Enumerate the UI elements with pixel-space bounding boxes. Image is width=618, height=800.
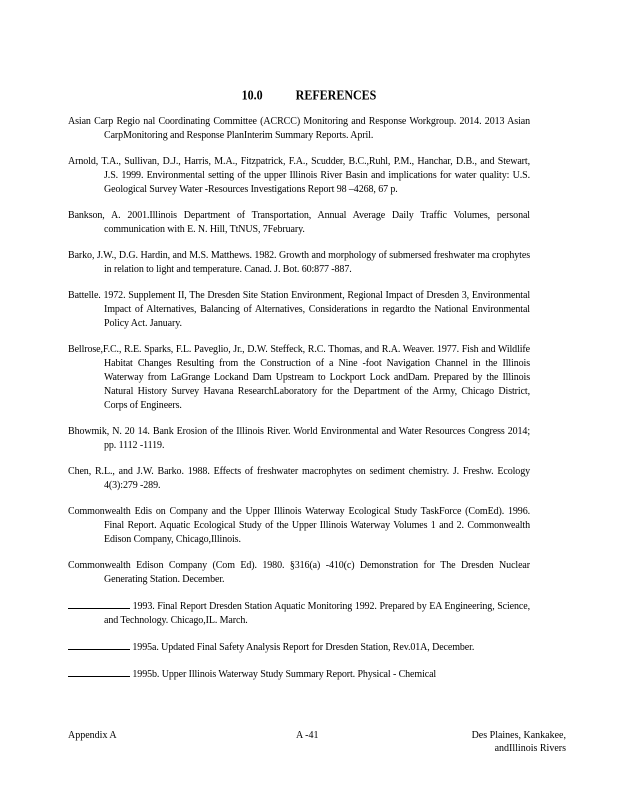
reference-text: Bellrose,F.C., R.E. Sparks, F.L. Paveglio, Jr., D.W. Steffeck, R.C. Thomas, and R.A. Weaver. 1977. Fish and Wildlife Habitat Changes Resulting from the Construction of a Nine -foot Navigation Channel in the Illinois Waterway from LaGrange Lockand Dam Upstream to Lockport Lock andDam. Prepared by the Illinois Natural History Survey Havana ResearchLaboratory for the Department of the Army, Chicago District, Corps of Engineers. (68, 344, 530, 411)
reference-text: Commonwealth Edison Company (Com Ed). 1980. §316(a) -410(c) Demonstration for The Dresden Nuclear Generating Station. December. (68, 560, 530, 585)
footer-appendix: Appendix A (68, 730, 117, 741)
reference-entry (68, 559, 530, 587)
reference-text: Commonwealth Edis on Company and the Upper Illinois Waterway Ecological Study TaskForce (ComEd). 1996. Final Report. Aquatic Ecological Study of the Upper Illinois Waterway Volumes 1 and 2. Commonwealth Edison Company, Chicago,Illinois. (68, 506, 530, 545)
author-repeat-rule (68, 640, 130, 650)
reference-text: 1993. Final Report Dresden Station Aquatic Monitoring 1992. Prepared by EA Engineering, Science, and Technology. Chicago,IL. March. (104, 601, 530, 626)
reference-entry (68, 249, 530, 277)
reference-text: Barko, J.W., D.G. Hardin, and M.S. Matthews. 1982. Growth and morphology of submersed freshwater ma crophytes in relation to light and temperature. Canad. J. Bot. 60:877 -887. (68, 250, 530, 275)
reference-entry (68, 505, 530, 547)
reference-entry (68, 425, 530, 453)
reference-entry (68, 115, 530, 143)
reference-text: Bankson, A. 2001.Illinois Department of Transportation, Annual Average Daily Traffic Volumes, personal communication with E. N. Hill, TtNUS, 7February. (68, 210, 530, 235)
reference-entry (68, 343, 530, 413)
reference-entry (68, 209, 530, 237)
reference-text: 1995a. Updated Final Safety Analysis Report for Dresden Station, Rev.01A, December. (130, 642, 475, 653)
reference-text: Asian Carp Regio nal Coordinating Committee (ACRCC) Monitoring and Response Workgroup. 2014. 2013 Asian CarpMonitoring and Response PlanInterim Summary Reports. April. (68, 116, 530, 141)
author-repeat-rule (68, 599, 130, 609)
section-title: REFERENCES (295, 86, 377, 103)
reference-text: Chen, R.L., and J.W. Barko. 1988. Effects of freshwater macrophytes on sediment chemistry. J. Freshw. Ecology 4(3):279 -289. (68, 466, 530, 491)
reference-text: Bhowmik, N. 20 14. Bank Erosion of the Illinois River. World Environmental and Water Resources Congress 2014; pp. 1112 -1119. (68, 426, 530, 451)
author-repeat-rule (68, 667, 130, 677)
footer-page-number: A -41 (296, 730, 319, 741)
footer-location-line1: Des Plaines, Kankakee, (471, 730, 566, 741)
footer-location (436, 729, 566, 755)
reference-entry (68, 465, 530, 493)
reference-text: Arnold, T.A., Sullivan, D.J., Harris, M.A., Fitzpatrick, F.A., Scudder, B.C.,Ruhl, P.M., Hanchar, D.B., and Stewart, J.S. 1999. Environmental setting of the upper Illinois River Basin and implications for water quality: U.S. Geological Survey Water -Resources Investigations Report 98 –4268, 67 p. (68, 156, 530, 195)
reference-entry (68, 599, 530, 628)
reference-text: Battelle. 1972. Supplement II, The Dresden Site Station Environment, Regional Impact of Dresden 3, Environmental Impact of Alternatives, Balancing of Alternatives, Considerations in regardto the National Environmental Policy Act. January. (68, 290, 530, 329)
reference-entry (68, 289, 530, 331)
section-heading (0, 87, 618, 104)
reference-list (68, 115, 530, 694)
footer-location-line2: andIllinois Rivers (494, 743, 566, 754)
reference-entry (68, 667, 530, 682)
reference-entry (68, 640, 530, 655)
section-number: 10.0 (241, 86, 263, 103)
reference-entry (68, 155, 530, 197)
reference-text: 1995b. Upper Illinois Waterway Study Summary Report. Physical - Chemical (130, 669, 437, 680)
